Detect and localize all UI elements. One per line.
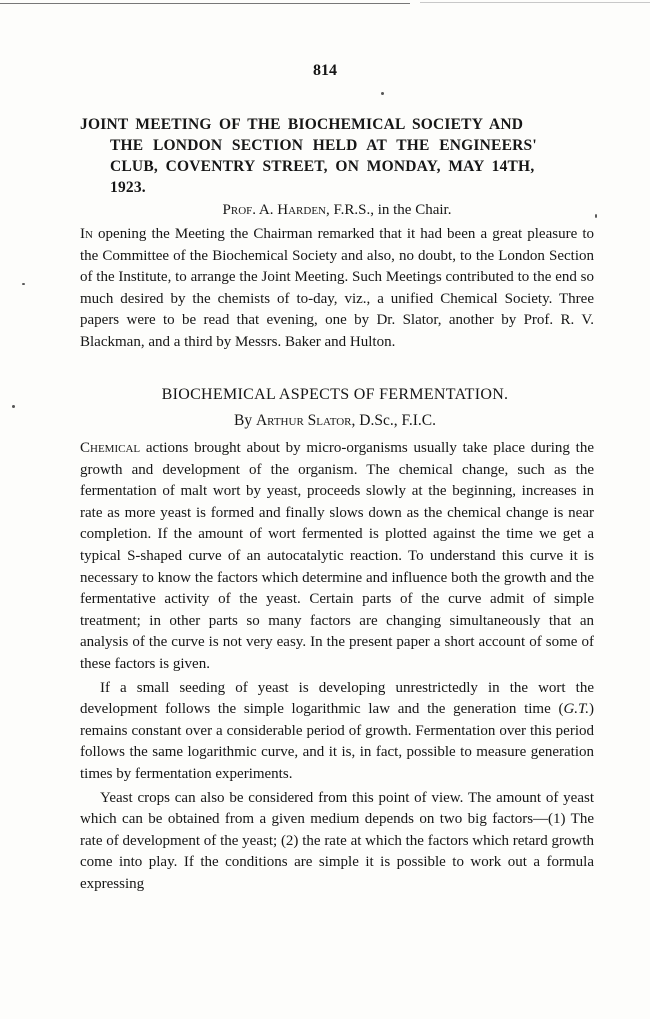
body-text <box>80 438 594 895</box>
intro-lead: In <box>80 226 93 242</box>
top-rule-faint <box>420 2 650 3</box>
scan-speck <box>381 92 384 95</box>
scan-speck <box>12 405 15 408</box>
byline-by: By <box>234 412 256 429</box>
body-paragraph-1 <box>80 438 594 676</box>
body-p2-b: ) remains constant over a considerable period of growth. Fermentation over this period follows the same logarithmic curve, and it is, in fact, possible to measure generation times by fermentation experiments. <box>80 701 594 782</box>
byline-author: Arthur Slator, <box>255 412 356 429</box>
scan-speck <box>22 283 25 285</box>
body-lead: Chemical <box>80 440 141 456</box>
chair-line <box>0 200 650 220</box>
section-title: BIOCHEMICAL ASPECTS OF FERMENTATION. <box>161 386 509 403</box>
intro-paragraph <box>80 224 594 354</box>
intro-text: opening the Meeting the Chairman remarked that it had been a great pleasure to the Committee of the Biochemical Society and also, no doubt, to the London Section of the Institute, to arrange the Joint Meeting. Such Meetings contributed to the end so much desired by the chemists of to-day, viz., a unified Chemical Society. Three papers were to be read that evening, one by Dr. Slator, another by Prof. R. V. Blackman, and a third by Messrs. Baker and Hulton. <box>80 226 594 350</box>
body-p1-text: actions brought about by micro-organisms usually take place during the growth and development of the organism. The chemical change, such as the fermentation of malt wort by yeast, proceeds slowly at the beginning, increases in rate as more yeast is formed and finally slows down as the chemical change is near completion. If the amount of wort fermented is plotted against the time we get a typical S-shaped curve of an autocatalytic reaction. To understand this curve it is necessary to know the factors which determine and influence both the growth and the fermentative activity of the yeast. Certain parts of the curve admit of simple treatment; in other parts so many factors are changing simultaneously that an analysis of the curve is not very easy. In the present paper a short account of some of these factors is given. <box>80 440 594 672</box>
top-rule <box>0 3 410 4</box>
heading-line-3: CLUB, COVENTRY STREET, ON MONDAY, MAY 14TH, <box>110 158 535 175</box>
chair-rest: F.R.S., in the Chair. <box>329 202 452 218</box>
page-number: 814 <box>313 62 337 79</box>
heading-line-4: 1923. <box>110 179 146 196</box>
meeting-heading <box>80 114 594 198</box>
body-paragraph-2 <box>80 678 594 786</box>
body-p2-gt: G.T. <box>563 701 589 718</box>
byline <box>0 412 650 430</box>
heading-line-1: JOINT MEETING OF THE BIOCHEMICAL SOCIETY AND <box>80 116 524 133</box>
heading-line-2: THE LONDON SECTION HELD AT THE ENGINEERS' <box>110 137 537 154</box>
chair-name: Prof. A. Harden, <box>222 202 330 218</box>
body-paragraph-3: Yeast crops can also be considered from this point of view. The amount of yeast which can be obtained from a given medium depends on two big factors—(1) The rate of development of the yeast; (2) the rate at which the factors which retard growth come into play. If the conditions are simple it is possible to work out a formula expressing <box>80 789 594 892</box>
byline-degrees: D.Sc., F.I.C. <box>355 412 436 429</box>
body-p2-a: If a small seeding of yeast is developing unrestrictedly in the wort the development follows the simple logarithmic law and the generation time ( <box>80 679 594 718</box>
